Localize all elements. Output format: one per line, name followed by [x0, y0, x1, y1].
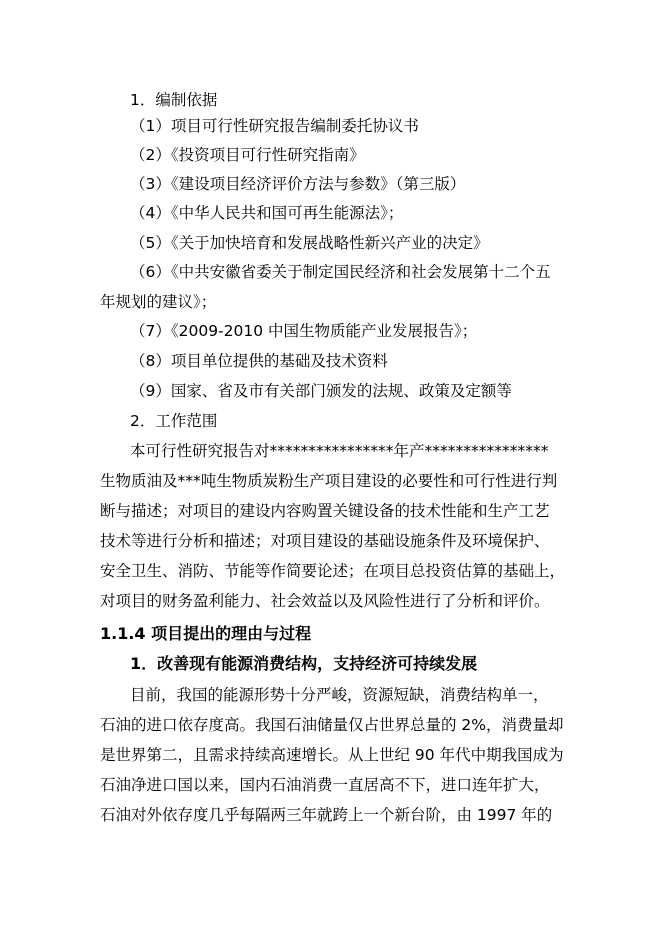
basis-item-2: （2）《投资项目可行性研究指南》: [130, 146, 365, 164]
basis-item-4: （4）《中华人民共和国可再生能源法》；: [130, 204, 404, 222]
subheading-energy-structure: 1．改善现有能源消费结构，支持经济可持续发展: [130, 654, 478, 673]
rationale-paragraph-line-4: 石油净进口国以来，国内石油消费一直居高不下，进口连年扩大，: [100, 776, 550, 794]
rationale-paragraph-line-5: 石油对外依存度几乎每隔两三年就跨上一个新台阶，由 1997 年的: [100, 806, 553, 824]
basis-item-9: （9）国家、省及市有关部门颁发的法规、政策及定额等: [130, 382, 512, 400]
basis-item-8: （8）项目单位提供的基础及技术资料: [130, 352, 388, 370]
scope-paragraph-line-2: 生物质油及***吨生物质炭粉生产项目建设的必要性和可行性进行判: [100, 472, 558, 490]
rationale-paragraph-line-3: 是世界第二，且需求持续高速增长。从上世纪 90 年代中期我国成为: [100, 746, 564, 764]
basis-item-6: （6）《中共安徽省委关于制定国民经济和社会发展第十二个五: [130, 263, 551, 281]
scope-paragraph-line-6: 对项目的财务盈利能力、社会效益以及风险性进行了分析和评价。: [100, 592, 550, 610]
basis-item-6-continued: 年规划的建议》；: [100, 293, 217, 311]
section-heading-project-rationale: 1.1.4 项目提出的理由与过程: [100, 624, 312, 643]
basis-item-1: （1）项目可行性研究报告编制委托协议书: [130, 117, 419, 135]
scope-paragraph-line-3: 断与描述；对项目的建设内容购置关键设备的技术性能和生产工艺: [100, 502, 550, 520]
basis-item-5: （5）《关于加快培育和发展战略性新兴产业的决定》: [130, 234, 489, 252]
basis-item-7: （7）《2009-2010 中国生物质能产业发展报告》；: [130, 322, 478, 340]
basis-item-3: （3）《建设项目经济评价方法与参数》（第三版）: [130, 175, 466, 193]
scope-paragraph-line-4: 技术等进行分析和描述；对项目建设的基础设施条件及环境保护、: [100, 532, 550, 550]
rationale-paragraph-line-2: 石油的进口依存度高。我国石油储量仅占世界总量的 2%，消费量却: [100, 716, 564, 734]
section-heading-compilation-basis: 1．编制依据: [130, 91, 218, 109]
scope-paragraph-line-5: 安全卫生、消防、节能等作简要论述；在项目总投资估算的基础上，: [100, 562, 566, 580]
rationale-paragraph-line-1: 目前，我国的能源形势十分严峻，资源短缺，消费结构单一，: [130, 686, 549, 704]
scope-paragraph-line-1: 本可行性研究报告对****************年产****************: [130, 442, 549, 460]
section-heading-work-scope: 2．工作范围: [130, 412, 218, 430]
